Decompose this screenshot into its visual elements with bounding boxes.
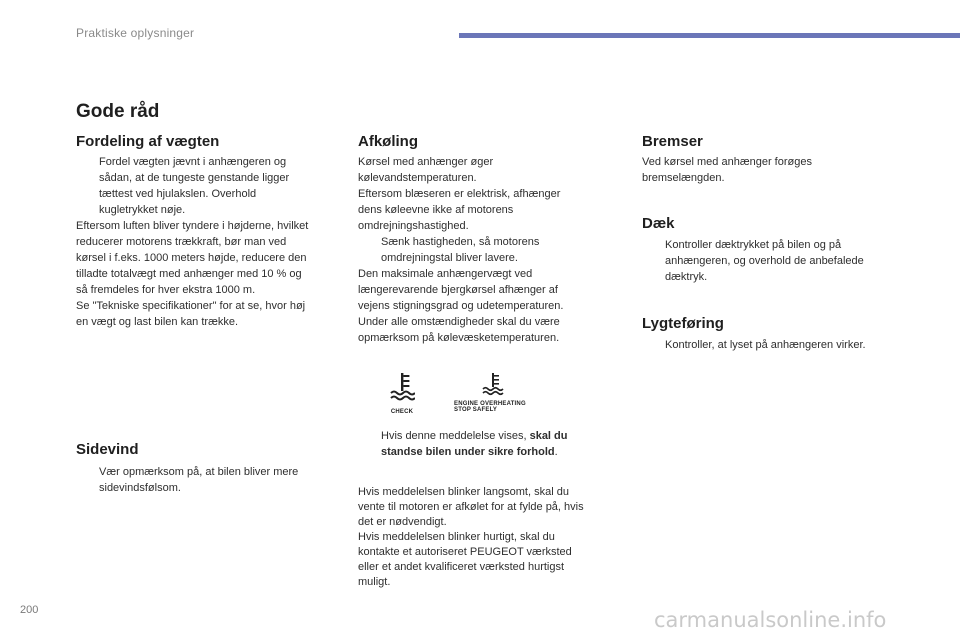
weight-paragraph-line: Se "Tekniske specifikationer" for at se, hvor høj bbox=[76, 300, 306, 312]
stop-bullet bbox=[358, 428, 608, 460]
blink-paragraph bbox=[358, 485, 620, 590]
coolant-overheat-warning bbox=[454, 372, 542, 418]
cooling-paragraph-1 bbox=[358, 154, 620, 234]
brakes-paragraph bbox=[642, 154, 902, 186]
lights-bullet bbox=[642, 337, 902, 353]
weight-heading: Fordeling af vægten bbox=[76, 133, 220, 150]
cooling-bullet-text: Sænk hastigheden, så motorens omdrejningstal bliver lavere. bbox=[381, 236, 540, 264]
lights-section bbox=[642, 337, 902, 353]
cooling-paragraph-line: Den maksimale anhængervægt ved bbox=[358, 268, 533, 280]
blink-paragraph-line: eller et andet kvalificeret værksted hurtigst bbox=[358, 561, 565, 573]
weight-paragraph-line: en vægt og last bilen kan trække. bbox=[76, 316, 239, 328]
header-accent-bar bbox=[459, 33, 960, 38]
blink-paragraph-line: det er nødvendigt. bbox=[358, 516, 447, 528]
page-title: Gode råd bbox=[76, 101, 160, 122]
blink-paragraph-line: Hvis meddelelsen blinker hurtigt, skal du bbox=[358, 531, 555, 543]
check-label: CHECK bbox=[390, 409, 414, 415]
brakes-paragraph-line: bremselængden. bbox=[642, 172, 725, 184]
cooling-paragraph-line: længerevarende bjergkørsel afhænger af bbox=[358, 284, 558, 296]
blink-paragraph-line: Hvis meddelelsen blinker langsomt, skal du bbox=[358, 486, 569, 498]
brakes-heading: Bremser bbox=[642, 133, 703, 150]
tyres-heading: Dæk bbox=[642, 215, 675, 232]
cooling-paragraph-line: kølevandstemperaturen. bbox=[358, 172, 477, 184]
cooling-paragraph-line: Under alle omstændigheder skal du være bbox=[358, 316, 560, 328]
blink-paragraph-line: muligt. bbox=[358, 576, 391, 588]
blink-paragraph-line: vente til motoren er afkølet for at fylde på, hvis bbox=[358, 501, 584, 513]
cooling-paragraph-line: vejens stigningsgrad og udetemperaturen. bbox=[358, 300, 564, 312]
cooling-heading: Afkøling bbox=[358, 133, 418, 150]
cooling-paragraph-line: Eftersom blæseren er elektrisk, afhænger bbox=[358, 188, 561, 200]
coolant-check-icon bbox=[389, 372, 415, 402]
weight-paragraph-line: Eftersom luften bliver tyndere i højderne, hvilket bbox=[76, 220, 309, 232]
tyres-section bbox=[642, 237, 902, 285]
coolant-check-warning bbox=[382, 372, 422, 418]
cooling-paragraph-line: Kørsel med anhænger øger bbox=[358, 156, 494, 168]
cooling-paragraph-line: omdrejningshastighed. bbox=[358, 220, 469, 232]
sidevind-heading: Sidevind bbox=[76, 441, 139, 458]
stop-bullet-suffix: . bbox=[554, 446, 558, 458]
tyres-bullet bbox=[642, 237, 902, 285]
tyres-bullet-text: Kontroller dæktrykket på bilen og på anhængeren, og overhold de anbefalede dæktryk. bbox=[665, 239, 864, 283]
stop-section bbox=[358, 428, 608, 460]
watermark: carmanualsonline.info bbox=[654, 608, 887, 632]
sidevind-section bbox=[76, 464, 336, 496]
weight-paragraph bbox=[76, 218, 346, 330]
weight-paragraph-line: kørsel i f.eks. 1000 meters højde, reducere den bbox=[76, 252, 307, 264]
cooling-paragraph-line: opmærksom på kølevæsketemperaturen. bbox=[358, 332, 560, 344]
overheat-label-line-2: STOP SAFELY bbox=[454, 407, 498, 413]
cooling-paragraph-2 bbox=[358, 266, 620, 346]
sidevind-bullet bbox=[76, 464, 336, 496]
warning-icons bbox=[382, 372, 542, 418]
overheat-label-line-1: ENGINE OVERHEATING bbox=[454, 401, 526, 407]
brakes-paragraph-line: Ved kørsel med anhænger forøges bbox=[642, 156, 812, 168]
weight-bullet bbox=[76, 154, 346, 218]
blink-paragraph-line: kontakte et autoriseret PEUGEOT værksted bbox=[358, 546, 572, 558]
weight-paragraph-line: reducerer motorens trækkraft, bør man ved bbox=[76, 236, 287, 248]
cooling-section bbox=[358, 154, 620, 346]
stop-bullet-bold: skal du standse bilen under sikre forhold bbox=[381, 430, 568, 458]
section-header: Praktiske oplysninger bbox=[76, 26, 195, 40]
lights-bullet-text: Kontroller, at lyset på anhængeren virker. bbox=[665, 339, 866, 351]
weight-paragraph-line: så fremdeles for hver ekstra 1000 m. bbox=[76, 284, 256, 296]
weight-section bbox=[76, 154, 346, 330]
sidevind-bullet-text: Vær opmærksom på, at bilen bliver mere sidevindsfølsom. bbox=[99, 466, 299, 494]
cooling-paragraph-line: dens køleevne ikke af motorens bbox=[358, 204, 514, 216]
cooling-bullet bbox=[358, 234, 620, 266]
lights-heading: Lygteføring bbox=[642, 315, 724, 332]
coolant-overheat-icon bbox=[480, 372, 506, 396]
weight-bullet-text: Fordel vægten jævnt i anhængeren og sådan, at de tungeste genstande ligger tættest ved hjulakslen. Overhold kugletrykket nøje. bbox=[99, 156, 290, 216]
stop-bullet-prefix: Hvis denne meddelelse vises, bbox=[381, 430, 530, 442]
page-number: 200 bbox=[20, 604, 39, 616]
weight-paragraph-line: tilladte totalvægt med anhænger med 10 % og bbox=[76, 268, 302, 280]
